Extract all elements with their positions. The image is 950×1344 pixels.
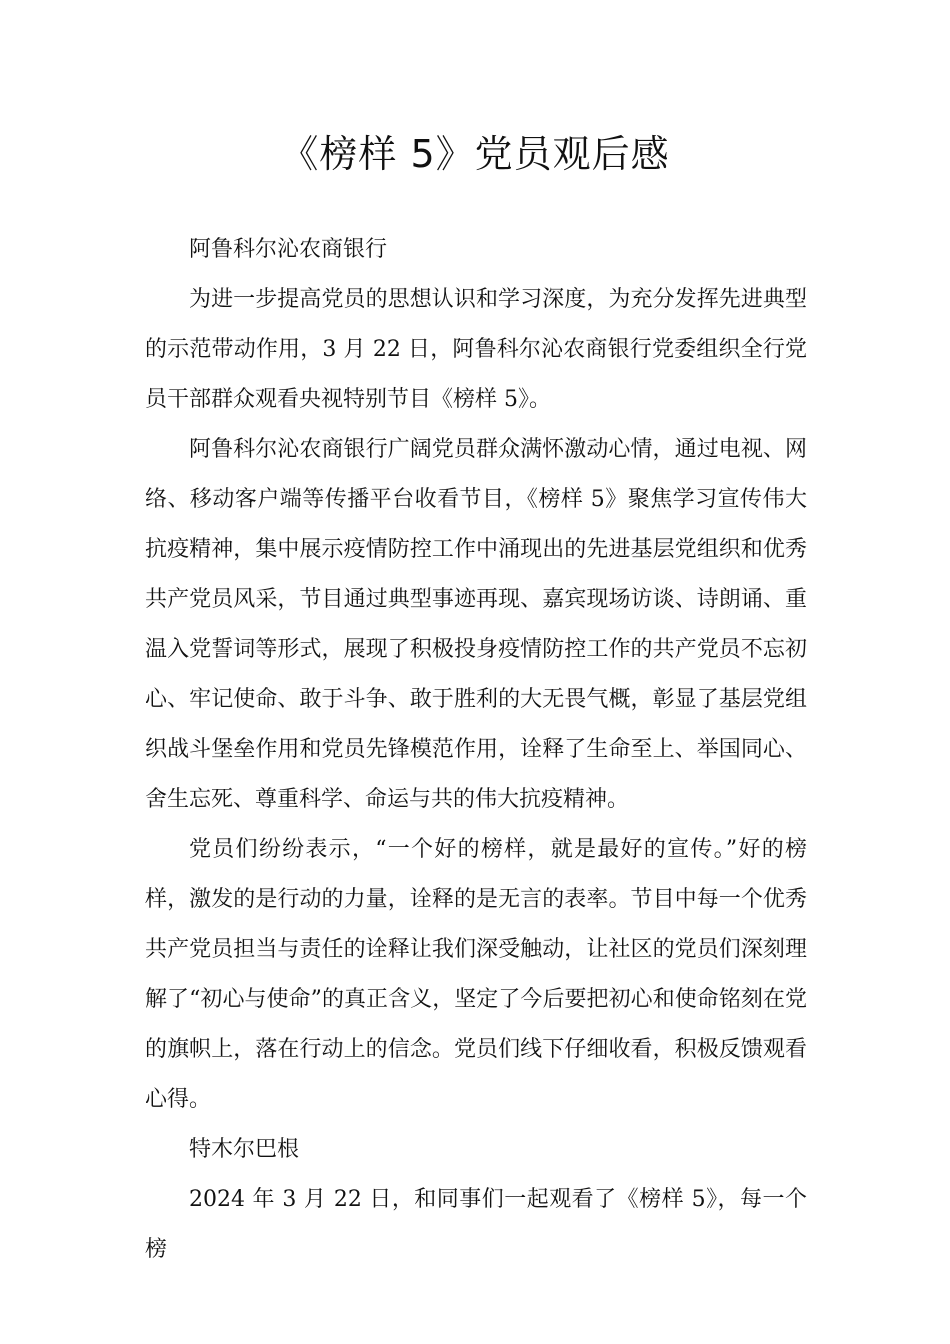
paragraph-author-name: 特木尔巴根 [189,1137,300,1162]
page-title: 《榜样 5》党员观后感 [280,132,670,176]
paragraph: 2024 年 3 月 22 日，和同事们一起观看了《榜样 5》，每一个榜 [145,1187,807,1262]
document-body [145,225,807,1275]
paragraph: 为进一步提高党员的思想认识和学习深度，为充分发挥先进典型的示范带动作用，3 月 22 日，阿鲁科尔沁农商银行党委组织全行党员干部群众观看央视特别节目《榜样 5》。 [145,287,807,412]
paragraph: 党员们纷纷表示，“一个好的榜样，就是最好的宣传。”好的榜样，激发的是行动的力量，诠释的是无言的表率。节目中每一个优秀共产党员担当与责任的诠释让我们深受触动，让社区的党员们深刻理解了“初心与使命”的真正含义，坚定了今后要把初心和使命铭刻在党的旗帜上，落在行动上的信念。党员们线下仔细收看，积极反馈观看心得。 [145,837,807,1112]
paragraph-author-org: 阿鲁科尔沁农商银行 [189,237,388,262]
paragraph: 阿鲁科尔沁农商银行广阔党员群众满怀激动心情，通过电视、网络、移动客户端等传播平台收看节目，《榜样 5》聚焦学习宣传伟大抗疫精神，集中展示疫情防控工作中涌现出的先进基层党组织和优秀共产党员风采，节目通过典型事迹再现、嘉宾现场访谈、诗朗诵、重温入党誓词等形式，展现了积极投身疫情防控工作的共产党员不忘初心、牢记使命、敢于斗争、敢于胜利的大无畏气概，彰显了基层党组织战斗堡垒作用和党员先锋模范作用，诠释了生命至上、举国同心、舍生忘死、尊重科学、命运与共的伟大抗疫精神。 [145,437,807,812]
